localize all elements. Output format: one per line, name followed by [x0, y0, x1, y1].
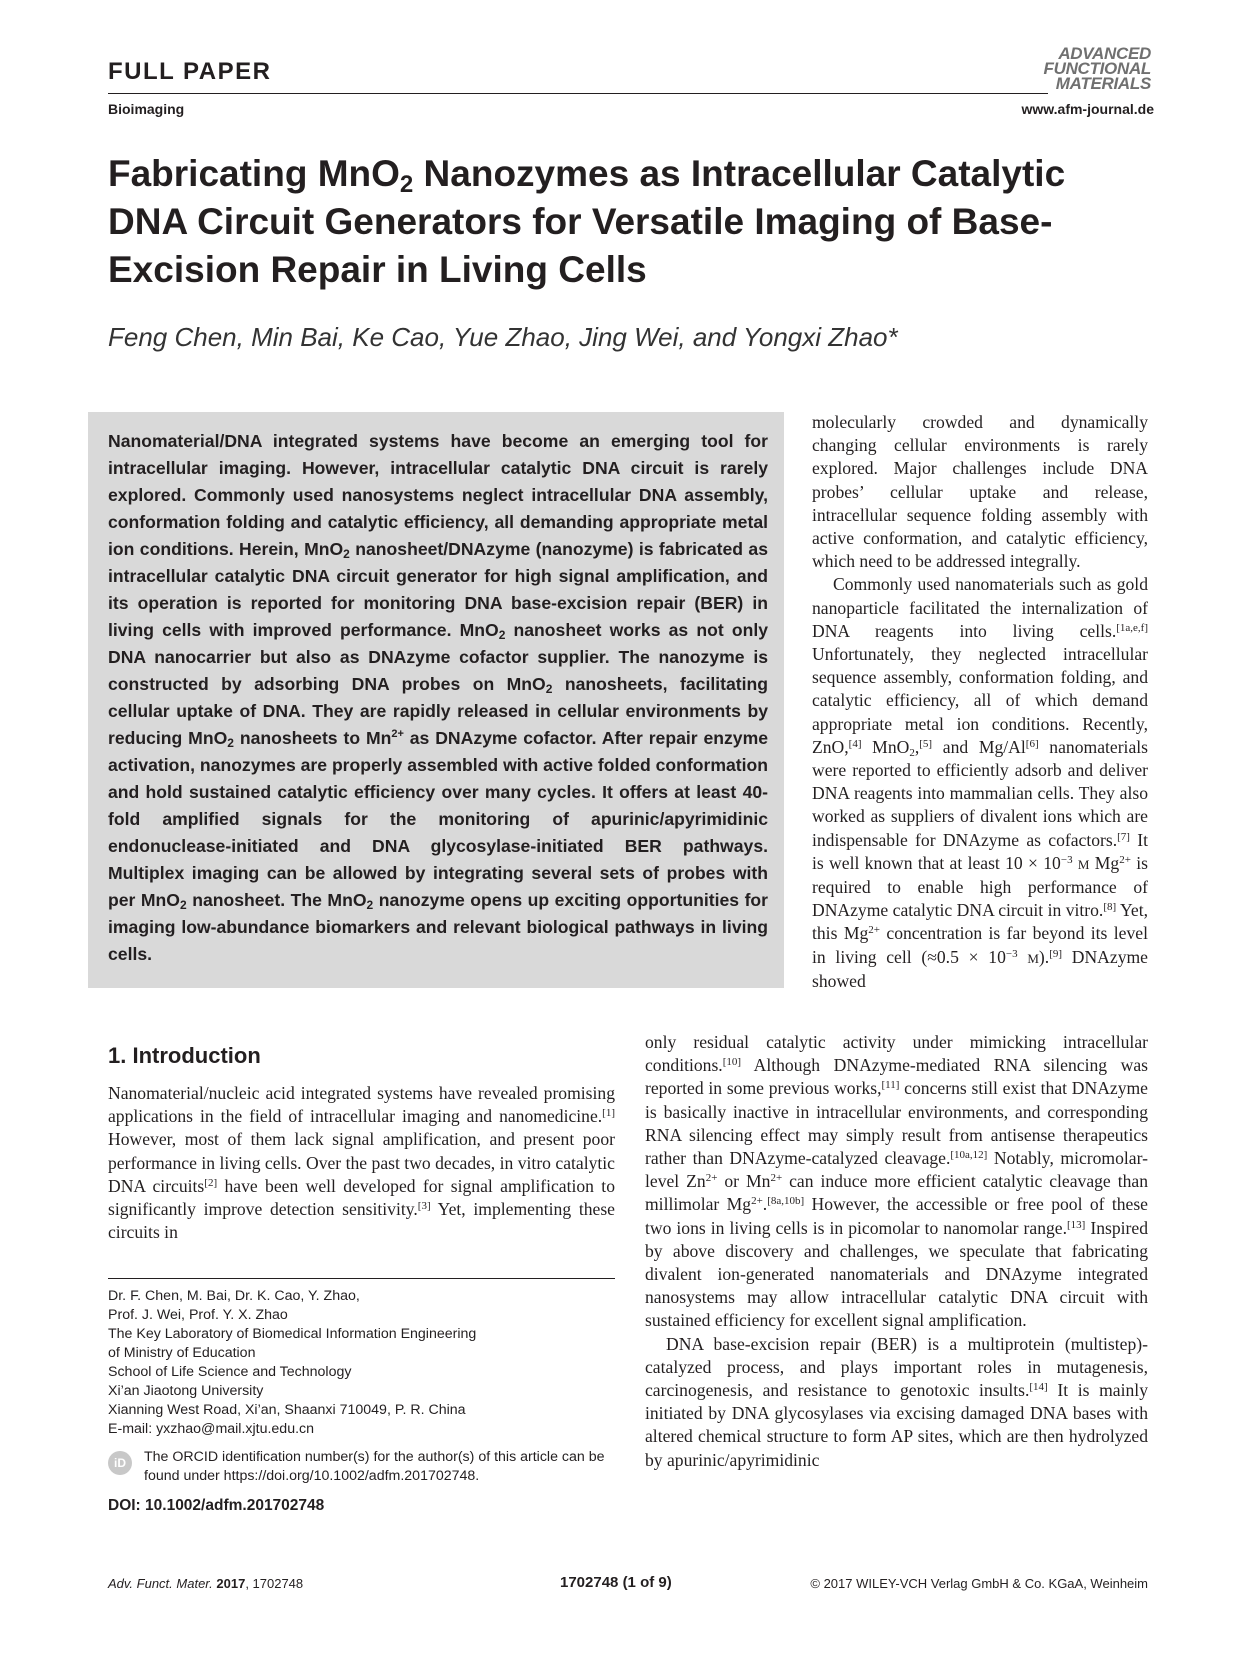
affiliation-line: of Ministry of Education: [108, 1345, 256, 1361]
affiliation-line: Prof. J. Wei, Prof. Y. X. Zhao: [108, 1307, 288, 1323]
article-title: Fabricating MnO$_2$ Nanozymes as Intracellular Catalytic DNA Circuit Generators for Versatile Imaging of Base-Excision Repair in Living Cells: [108, 153, 1066, 290]
logo-line-3: MATERIALS: [1055, 74, 1151, 93]
orcid-icon[interactable]: iD: [108, 1451, 132, 1475]
author-list: Feng Chen, Min Bai, Ke Cao, Yue Zhao, Jing Wei, and Yongxi Zhao*: [108, 322, 898, 352]
affiliation-line: Xianning West Road, Xi’an, Shaanxi 710049, P. R. China: [108, 1402, 466, 1418]
header-rule: [108, 93, 1048, 94]
right-column-top: [812, 411, 1148, 993]
paper-type-label: FULL PAPER: [108, 58, 272, 85]
footnote-rule: [108, 1278, 615, 1279]
affiliation-line: Xi’an Jiaotong University: [108, 1383, 264, 1399]
abstract: Nanomaterial/DNA integrated systems have become an emerging tool for intracellular imaging. However, intracellular catalytic DNA circuit is rarely explored. Commonly used nanosystems neglect intracellular DNA assembly, conformation folding and catalytic efficiency, all demanding appropriate metal ion conditions. Herein, MnO$_2$ nanosheet/DNAzyme (nanozyme) is fabricated as intracellular catalytic DNA circuit generator for high signal amplification, and its operation is reported for monitoring DNA base-excision repair (BER) in living cells with improved performance. MnO$_2$ nanosheet works as not only DNA nanocarrier but also as DNAzyme cofactor supplier. The nanozyme is constructed by adsorbing DNA probes on MnO$_2$ nanosheets, facilitating cellular uptake of DNA. They are rapidly released in cellular environments by reducing MnO$_2$ nanosheets to $Mn^{2+}$ as DNAzyme cofactor. After repair enzyme activation, nanozymes are properly assembled with active folded conformation and hold sustained catalytic efficiency over many cycles. It offers at least 40-fold amplified signals for the monitoring of apurinic/apyrimidinic endonuclease-initiated and DNA glycosylase-initiated BER pathways. Multiplex imaging can be allowed by integrating several sets of probes with per MnO$_2$ nanosheet. The MnO$_2$ nanozyme opens up exciting opportunities for imaging low-abundance biomarkers and relevant biological pathways in living cells.: [108, 431, 769, 964]
orcid-note: The ORCID identification number(s) for the author(s) of this article can be found under https://doi.org/10.1002/adfm.201702748.: [144, 1449, 605, 1484]
author-affiliation: [108, 1287, 618, 1439]
body-paragraph: molecularly crowded and dynamically changing cellular environments is rarely explored. Major challenges include DNA probes’ cellular uptake and release, intracellular sequence folding assembly with active conformation, and catalytic efficiency, which need to be addressed integrally.: [812, 412, 1148, 572]
body-paragraph: Commonly used nanomaterials such as gold nanoparticle facilitated the internalization of DNA reagents into living cells.[1a,e,f] Unfortunately, they neglected intracellular sequence assembly, conformation folding, and catalytic efficiency, all of which demand appropriate metal ion conditions. Recently, ZnO,[4] MnO$_2$,[5] and Mg/Al[6] nanomaterials were reported to efficiently adsorb and deliver DNA reagents into mammalian cells. They also worked as suppliers of divalent ions which are indispensable for DNAzyme as cofactors.[7] It is well known that at least $10 \times 10^{-3}$ M $Mg^{2+}$ is required to enable high performance of DNAzyme catalytic DNA circuit in vitro.[8] Yet, this $Mg^{2+}$ concentration is far beyond its level in living cell ($\approx 0.5 \times 10^{-3}$ M).[9] DNAzyme showed: [812, 574, 1149, 991]
footer-article-number: , 1702748: [245, 1576, 304, 1591]
body-paragraph: DNA base-excision repair (BER) is a multiprotein (multistep)-catalyzed process, and plays important roles in mutagenesis, carcinogenesis, and resistance to genotoxic insults.[14] It is mainly initiated by DNA glycosylases via excising damaged DNA bases with altered chemical structure to form AP sites, which are then hydrolyzed by apurinic/apyrimidinic: [645, 1333, 1148, 1470]
right-column-bottom: [645, 1031, 1148, 1472]
body-paragraph: only residual catalytic activity under mimicking intracellular conditions.[10] Although DNAzyme-mediated RNA silencing was reported in some previous works,[11] concerns still exist that DNAzyme is basically inactive in intracellular environments, and corresponding RNA silencing effect may simply result from antisense therapeutics rather than DNAzyme-catalyzed cleavage.[10a,12] Notably, micromolar-level $Zn^{2+}$ or $Mn^{2+}$ can induce more efficient catalytic cleavage than millimolar $Mg^{2+}.[8a,10b]$ However, the accessible or free pool of these two ions in living cells is in picomolar to nanomolar range.[13] Inspired by above discovery and challenges, we speculate that fabricating divalent ion-generated nanomaterials and DNAzyme integrated nanosystems may allow intracellular catalytic DNA circuit with sustained efficiency for excellent signal amplification.: [645, 1032, 1148, 1331]
section-label: Bioimaging: [108, 101, 185, 117]
body-paragraph: Nanomaterial/nucleic acid integrated systems have revealed promising applications in the field of intracellular imaging and nanomedicine.[1] However, most of them lack signal amplification, and present poor performance in living cells. Over the past two decades, in vitro catalytic DNA circuits[2] have been well developed for signal amplification to significantly improve detection sensitivity.[3] Yet, implementing these circuits in: [108, 1083, 615, 1243]
footer-journal-name: Adv. Funct. Mater.: [108, 1576, 213, 1591]
logo-line-1: ADVANCED: [1058, 44, 1151, 63]
footer-year: 2017: [216, 1576, 246, 1591]
section-heading: 1. Introduction: [108, 1043, 261, 1068]
journal-logo: [1018, 46, 1151, 91]
copyright: © 2017 WILEY-VCH Verlag GmbH & Co. KGaA, Weinheim: [810, 1576, 1148, 1591]
email-line[interactable]: E-mail: yxzhao@mail.xjtu.edu.cn: [108, 1421, 315, 1437]
page-number: 1702748 (1 of 9): [560, 1574, 672, 1591]
affiliation-line: Dr. F. Chen, M. Bai, Dr. K. Cao, Y. Zhao,: [108, 1288, 360, 1304]
affiliation-line: The Key Laboratory of Biomedical Information Engineering: [108, 1326, 477, 1342]
journal-url[interactable]: www.afm-journal.de: [1021, 101, 1154, 117]
affiliation-line: School of Life Science and Technology: [108, 1364, 352, 1380]
footer-citation: [108, 1576, 303, 1591]
logo-line-2: FUNCTIONAL: [1043, 59, 1151, 78]
doi[interactable]: DOI: 10.1002/adfm.201702748: [108, 1497, 325, 1514]
